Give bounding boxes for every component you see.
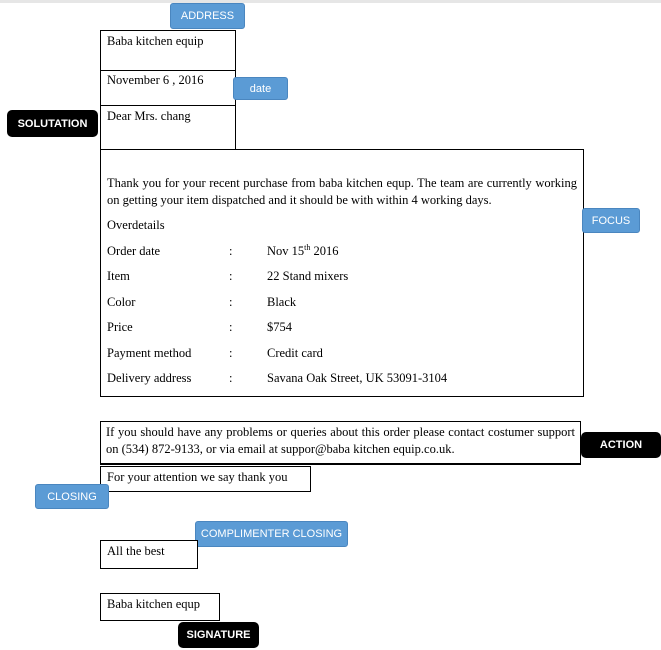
date-label: date: [233, 77, 288, 100]
closing-box: [100, 466, 311, 492]
closing-text: For your attention we say thank you: [107, 470, 288, 484]
address-label: ADDRESS: [170, 3, 245, 29]
complimentary-closing-text: All the best: [107, 544, 165, 558]
complimentary-closing-label: COMPLIMENTER CLOSING: [195, 521, 348, 547]
closing-label: CLOSING: [35, 484, 109, 509]
salutation-label: SOLUTATION: [7, 110, 98, 137]
signature-label: SIGNATURE: [178, 622, 259, 648]
salutation-text: Dear Mrs. chang: [107, 109, 191, 123]
address-text: Baba kitchen equip: [107, 34, 204, 48]
focus-label: FOCUS: [582, 208, 640, 233]
detail-separator: :: [229, 295, 233, 309]
details-heading: Overdetails: [107, 218, 165, 232]
detail-value: Credit card: [267, 346, 323, 360]
address-box: [100, 30, 236, 71]
detail-separator: :: [229, 269, 233, 283]
signature-text: Baba kitchen equp: [107, 597, 201, 611]
action-box: [100, 421, 581, 465]
complimentary-closing-box: [100, 540, 198, 569]
detail-value: Nov 15th 2016: [267, 242, 339, 258]
signature-box: [100, 593, 220, 621]
detail-label: Price: [107, 320, 133, 334]
detail-label: Color: [107, 295, 136, 309]
action-text: If you should have any problems or queries about this order please contact costumer support on (534) 872-9133, or via email at suppor@baba kitchen equip.co.uk.: [106, 425, 575, 456]
date-text: November 6 , 2016: [107, 73, 204, 87]
date-box: [100, 70, 236, 106]
top-divider: [0, 0, 661, 3]
detail-separator: :: [229, 320, 233, 334]
detail-value: Savana Oak Street, UK 53091-3104: [267, 371, 448, 385]
detail-value: 22 Stand mixers: [267, 269, 349, 283]
detail-separator: :: [229, 244, 233, 258]
detail-value: Black: [267, 295, 297, 309]
detail-separator: :: [229, 346, 233, 360]
detail-label: Payment method: [107, 346, 192, 360]
detail-label: Delivery address: [107, 371, 192, 385]
salutation-box: [100, 105, 236, 150]
detail-label: Item: [107, 269, 130, 283]
focus-box: [100, 149, 584, 397]
detail-value: $754: [267, 320, 292, 334]
detail-separator: :: [229, 371, 233, 385]
detail-label: Order date: [107, 244, 161, 258]
action-label: ACTION: [581, 432, 661, 458]
intro-paragraph: Thank you for your recent purchase from baba kitchen equp. The team are currently working on getting your item dispatched and it should be with within 4 working days.: [107, 176, 577, 207]
